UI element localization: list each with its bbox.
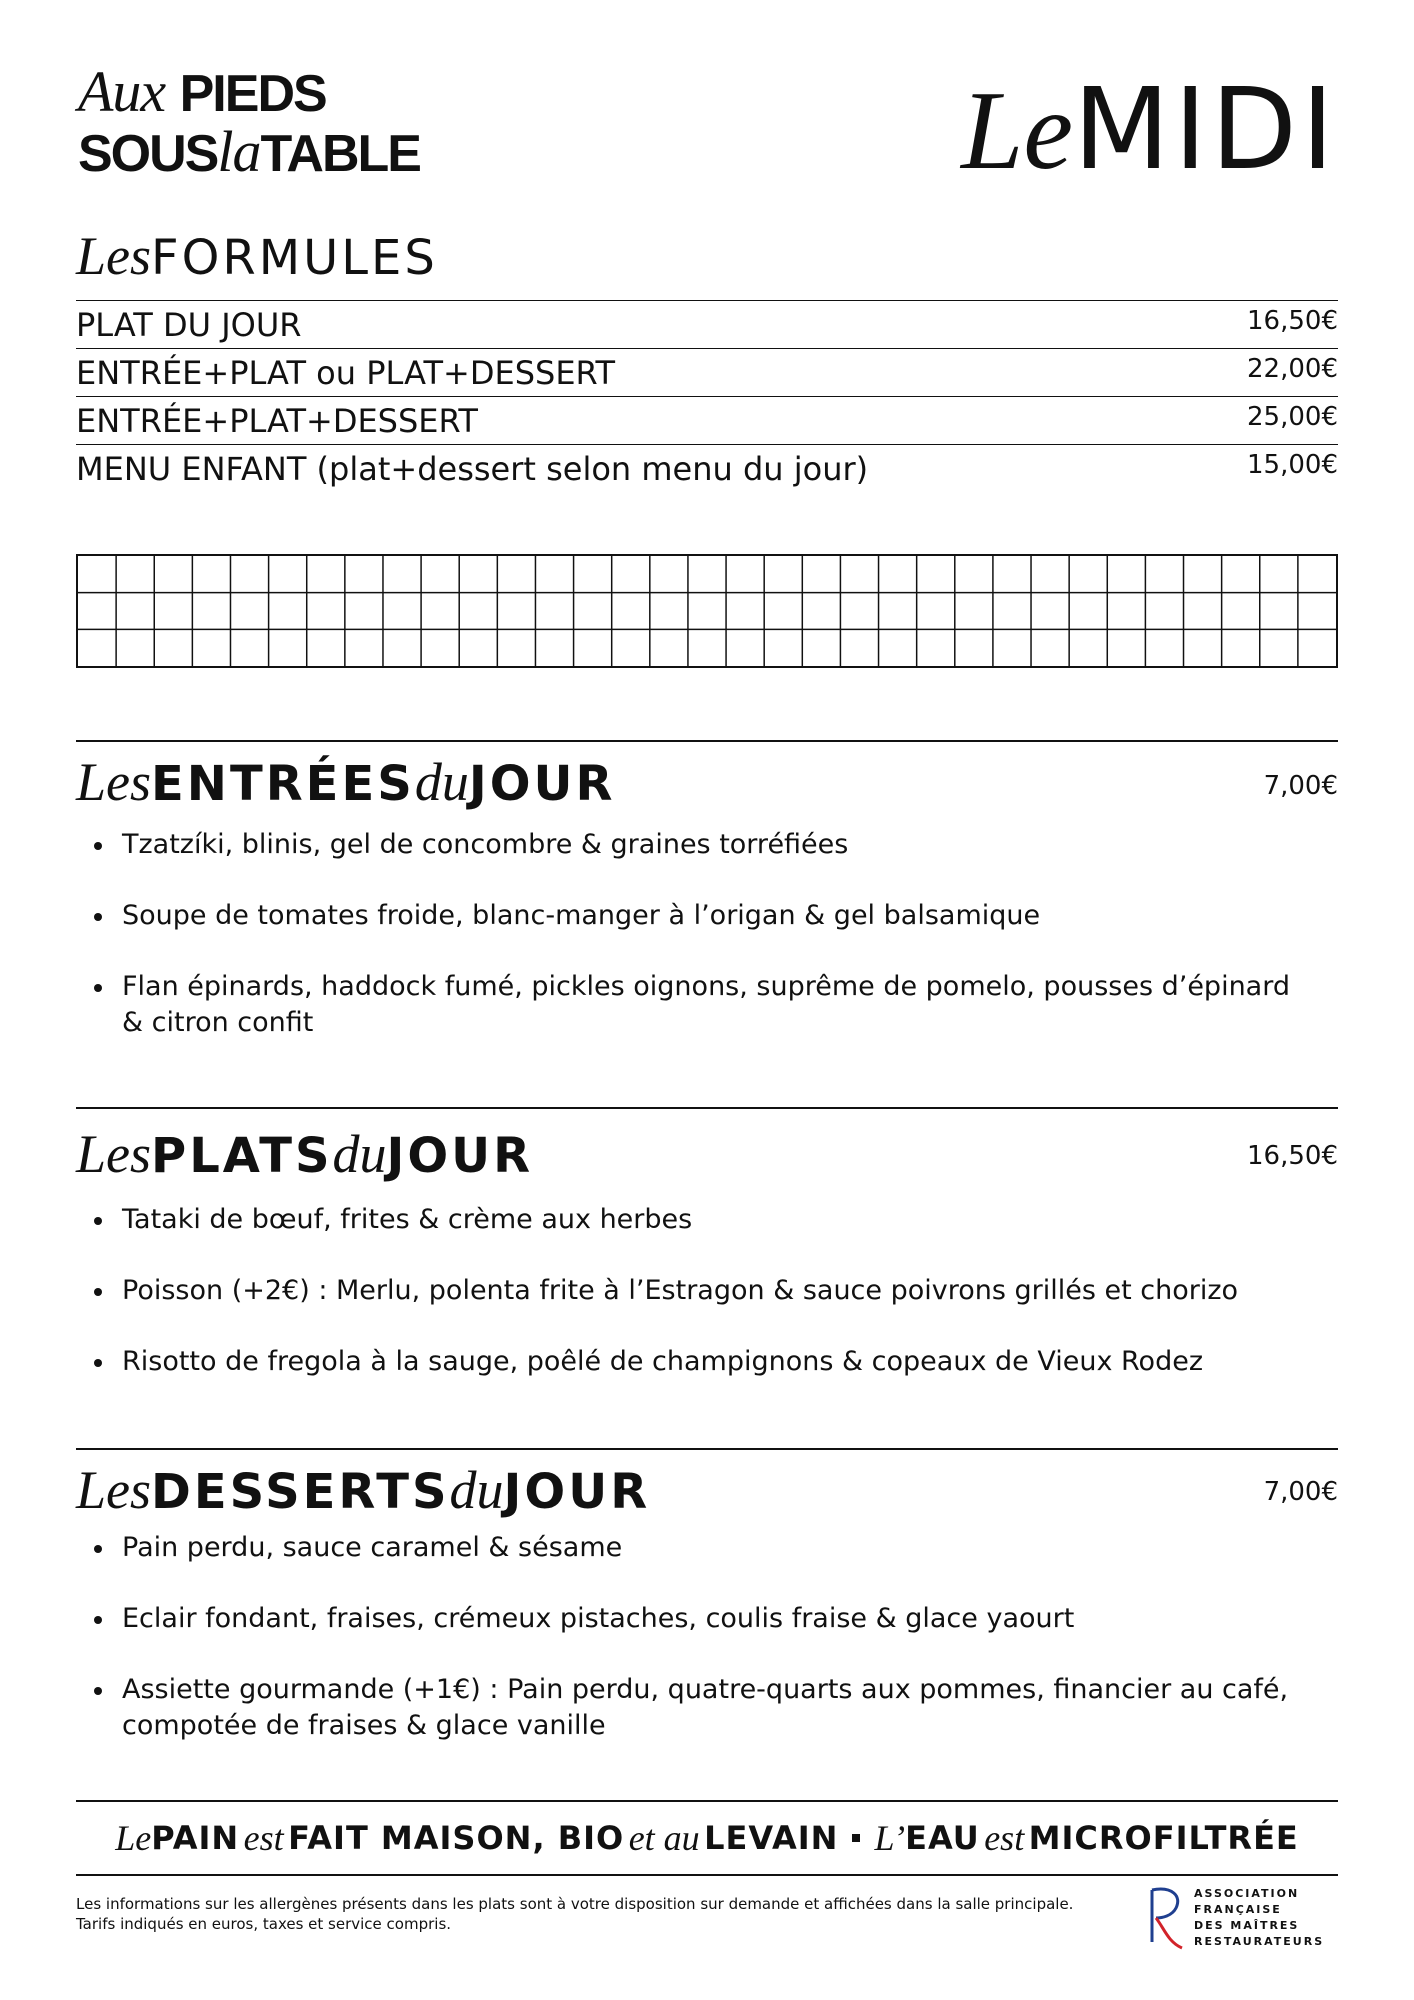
separator-square <box>852 1834 860 1842</box>
logo-leg-red <box>1156 1918 1182 1948</box>
badge-line: ASSOCIATION <box>1194 1887 1300 1900</box>
formules-heading-script: Les <box>76 226 152 286</box>
divider <box>76 740 1338 742</box>
logo-bold-pieds: PIEDS <box>179 65 326 123</box>
notice-caps: FAIT MAISON, BIO <box>288 1819 625 1857</box>
desserts-heading-script: Les <box>76 1460 152 1520</box>
desserts-heading-script2: du <box>449 1460 504 1520</box>
badge-line: DES MAÎTRES <box>1194 1919 1300 1932</box>
plats-list <box>88 1202 1352 1380</box>
badge-line: RESTAURATEURS <box>1194 1935 1325 1948</box>
legal-notice <box>76 1894 1126 1934</box>
formule-row <box>76 348 1338 396</box>
list-item: Risotto de fregola à la sauge, poêlé de champignons & copeaux de Vieux Rodez <box>122 1344 1352 1380</box>
entrees-list <box>88 827 1352 1041</box>
formule-name: ENTRÉE+PLAT+DESSERT <box>76 402 478 440</box>
formule-price: 15,00€ <box>1247 450 1338 480</box>
empty-grid <box>76 554 1338 668</box>
entrees-heading-caps: ENTRÉES <box>151 756 415 812</box>
formule-row <box>76 300 1338 348</box>
badge-line: FRANÇAISE <box>1194 1903 1282 1916</box>
notice-caps: MICROFILTRÉE <box>1028 1819 1299 1857</box>
list-item: Tzatzíki, blinis, gel de concombre & graines torréfiées <box>122 827 1352 863</box>
entrees-price: 7,00€ <box>1263 771 1338 801</box>
maitres-restaurateurs-logo-icon <box>1142 1884 1188 1954</box>
notice-script: L’ <box>874 1818 906 1858</box>
desserts-list <box>88 1530 1352 1744</box>
notice-script: Le <box>115 1818 152 1858</box>
notice-caps: PAIN <box>151 1819 240 1857</box>
notice-script: et au <box>628 1818 700 1858</box>
desserts-heading-caps2: JOUR <box>503 1464 651 1520</box>
formule-row <box>76 444 1338 492</box>
list-item: Flan épinards, haddock fumé, pickles oignons, suprême de pomelo, pousses d’épinard & citron confit <box>122 969 1312 1041</box>
legal-line: Les informations sur les allergènes présents dans les plats sont à votre disposition sur demande et affichées dans la salle principale. <box>76 1895 1074 1913</box>
logo-bold-sous: SOUS <box>78 125 218 183</box>
plats-heading <box>76 1124 533 1198</box>
formule-price: 25,00€ <box>1247 402 1338 432</box>
desserts-price: 7,00€ <box>1263 1477 1338 1507</box>
logo-script-aux: Aux <box>78 59 166 124</box>
formules-heading-caps: FORMULES <box>151 230 438 286</box>
formule-name: MENU ENFANT (plat+dessert selon menu du jour) <box>76 450 869 488</box>
plats-heading-caps2: JOUR <box>386 1128 534 1184</box>
plats-heading-caps: PLATS <box>151 1128 333 1184</box>
grid-lines <box>78 556 1336 666</box>
entrees-heading <box>76 752 615 826</box>
list-item: Soupe de tomates froide, blanc-manger à l’origan & gel balsamique <box>122 898 1352 934</box>
desserts-heading-caps: DESSERTS <box>151 1464 450 1520</box>
notice-script: est <box>984 1818 1025 1858</box>
page-title <box>961 65 1338 195</box>
restaurant-logo <box>78 59 518 194</box>
maitres-restaurateurs-badge <box>1142 1884 1338 1954</box>
logo-curve-blue <box>1152 1889 1178 1918</box>
logo-script-la: la <box>217 119 261 184</box>
badge-text <box>1194 1886 1324 1950</box>
legal-line: Tarifs indiqués en euros, taxes et service compris. <box>76 1915 452 1933</box>
notice-script: est <box>243 1818 284 1858</box>
plats-heading-script2: du <box>332 1124 387 1184</box>
page-title-caps: MIDI <box>1073 65 1338 195</box>
list-item: Assiette gourmande (+1€) : Pain perdu, quatre-quarts aux pommes, financier au café, compotée de fraises & glace vanille <box>122 1672 1312 1744</box>
desserts-heading <box>76 1460 650 1534</box>
formules-list <box>76 300 1338 492</box>
formule-price: 22,00€ <box>1247 354 1338 384</box>
list-item: Tataki de bœuf, frites & crème aux herbes <box>122 1202 1352 1238</box>
notice-caps: LEVAIN <box>704 1819 839 1857</box>
logo-bold-table: TABLE <box>260 125 420 183</box>
formule-name: ENTRÉE+PLAT ou PLAT+DESSERT <box>76 354 615 392</box>
entrees-heading-script2: du <box>414 752 469 812</box>
formules-heading <box>76 226 438 300</box>
divider <box>76 1448 1338 1450</box>
page-title-script: Le <box>961 69 1074 193</box>
house-notice-band <box>76 1800 1338 1876</box>
list-item: Eclair fondant, fraises, crémeux pistaches, coulis fraise & glace yaourt <box>122 1601 1352 1637</box>
list-item: Poisson (+2€) : Merlu, polenta frite à l’Estragon & sauce poivrons grillés et chorizo <box>122 1273 1352 1309</box>
notice-caps: EAU <box>905 1819 980 1857</box>
plats-heading-script: Les <box>76 1124 152 1184</box>
entrees-heading-script: Les <box>76 752 152 812</box>
formule-price: 16,50€ <box>1247 306 1338 336</box>
formule-row <box>76 396 1338 444</box>
entrees-heading-caps2: JOUR <box>468 756 616 812</box>
formule-name: PLAT DU JOUR <box>76 306 302 344</box>
plats-price: 16,50€ <box>1247 1141 1338 1171</box>
list-item: Pain perdu, sauce caramel & sésame <box>122 1530 1352 1566</box>
divider <box>76 1107 1338 1109</box>
